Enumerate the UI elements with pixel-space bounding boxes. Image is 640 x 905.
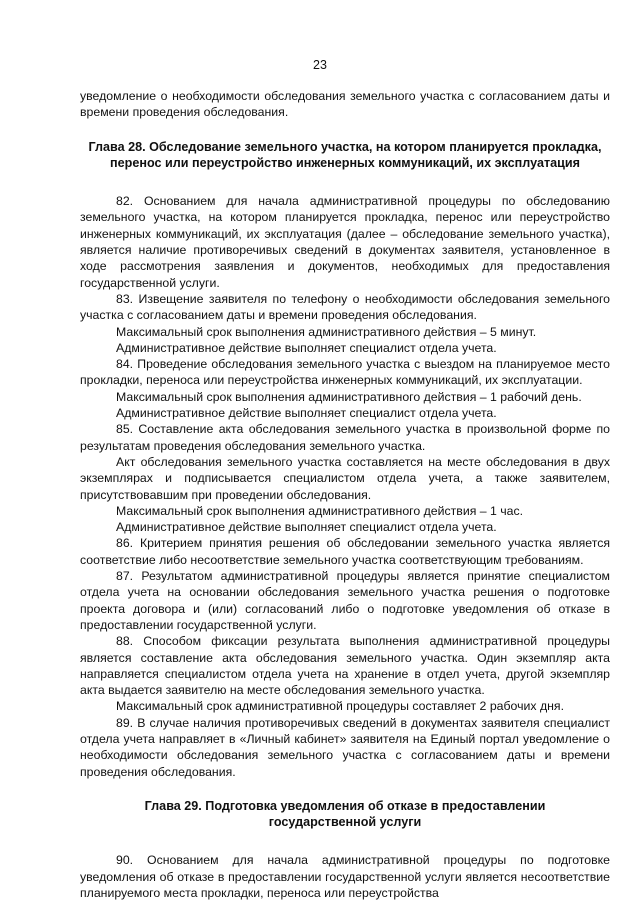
chapter-29-title-line-1: Глава 29. Подготовка уведомления об отказе в предоставлении bbox=[144, 798, 546, 813]
paragraph-83-deadline: Максимальный срок выполнения административного действия – 5 минут. bbox=[116, 324, 537, 339]
document-body bbox=[80, 88, 610, 901]
paragraph-89: 89. В случае наличия противоречивых сведений в документах заявителя специалист отдела учета направляет в «Личный кабинет» заявителя на Единый портал уведомление о необходимости обследования земельного участка с согласованием даты и времени проведения обследования. bbox=[80, 715, 610, 779]
paragraph-85: 85. Составление акта обследования земельного участка в произвольной форме по результатам проведения обследования земельного участка. bbox=[80, 422, 610, 453]
paragraph-85-deadline: Максимальный срок выполнения административного действия – 1 час. bbox=[116, 503, 524, 518]
paragraph-84: 84. Проведение обследования земельного участка с выездом на планируемое место прокладки, переноса или переустройства инженерных коммуникаций, их эксплуатации. bbox=[80, 357, 610, 388]
paragraph-86: 86. Критерием принятия решения об обследовании земельного участка является соответствие либо несоответствие земельного участка соответствующим требованиям. bbox=[80, 536, 610, 567]
page-number: 23 bbox=[313, 58, 327, 72]
paragraph-85-executor: Административное действие выполняет специалист отдела учета. bbox=[116, 520, 497, 535]
paragraph-85-act: Акт обследования земельного участка составляется на месте обследования в двух экземплярах и подписывается специалистом отдела учета, а также заявителем, присутствовавшим при проведении обследования. bbox=[80, 454, 610, 502]
paragraph-84-deadline: Максимальный срок выполнения административного действия – 1 рабочий день. bbox=[116, 389, 582, 404]
paragraph-87: 87. Результатом административной процедуры является принятие специалистом отдела учета на основании обследования земельного участка решения о подготовке проекта договора и (или) согласований либо о подготовке уведомления об отказе в предоставлении государственной услуги. bbox=[80, 569, 610, 632]
paragraph-84-executor: Административное действие выполняет специалист отдела учета. bbox=[116, 406, 497, 421]
chapter-29-title-line-2: государственной услуги bbox=[268, 815, 422, 830]
chapter-28-title: Глава 28. Обследование земельного участка, на котором планируется прокладка, перенос или переустройство инженерных коммуникаций, их эксплуатация bbox=[88, 139, 602, 170]
paragraph-90: 90. Основанием для начала административной процедуры по подготовке уведомления об отказе в предоставлении государственной услуги является несоответствие планируемого места прокладки, переноса или переустройства bbox=[80, 853, 610, 901]
paragraph-88-deadline: Максимальный срок административной процедуры составляет 2 рабочих дня. bbox=[116, 699, 564, 714]
paragraph-83-executor: Административное действие выполняет специалист отдела учета. bbox=[116, 340, 497, 355]
intro-paragraph: уведомление о необходимости обследования земельного участка с согласованием даты и времени проведения обследования. bbox=[80, 89, 610, 120]
paragraph-83: 83. Извещение заявителя по телефону о необходимости обследования земельного участка с согласованием даты и времени проведения обследования. bbox=[80, 291, 610, 323]
chapter-29-title bbox=[80, 798, 610, 831]
paragraph-88: 88. Способом фиксации результата выполнения административной процедуры является составление акта обследования земельного участка. Один экземпляр акта направляется специалистом отдела учета на хранение в отдел учета, другой экземпляр акта выдается заявителю на месте обследования земельного участка. bbox=[80, 634, 610, 698]
paragraph-82: 82. Основанием для начала административной процедуры по обследованию земельного участка, на котором планируется прокладка, перенос или переустройство инженерных коммуникаций, их эксплуатация (далее – обследование земельного участка), является наличие противоречивых сведений в документах заявителя, установленное в ходе рассмотрения заявления и документов, необходимых для предоставления государственной услуги. bbox=[80, 194, 610, 290]
